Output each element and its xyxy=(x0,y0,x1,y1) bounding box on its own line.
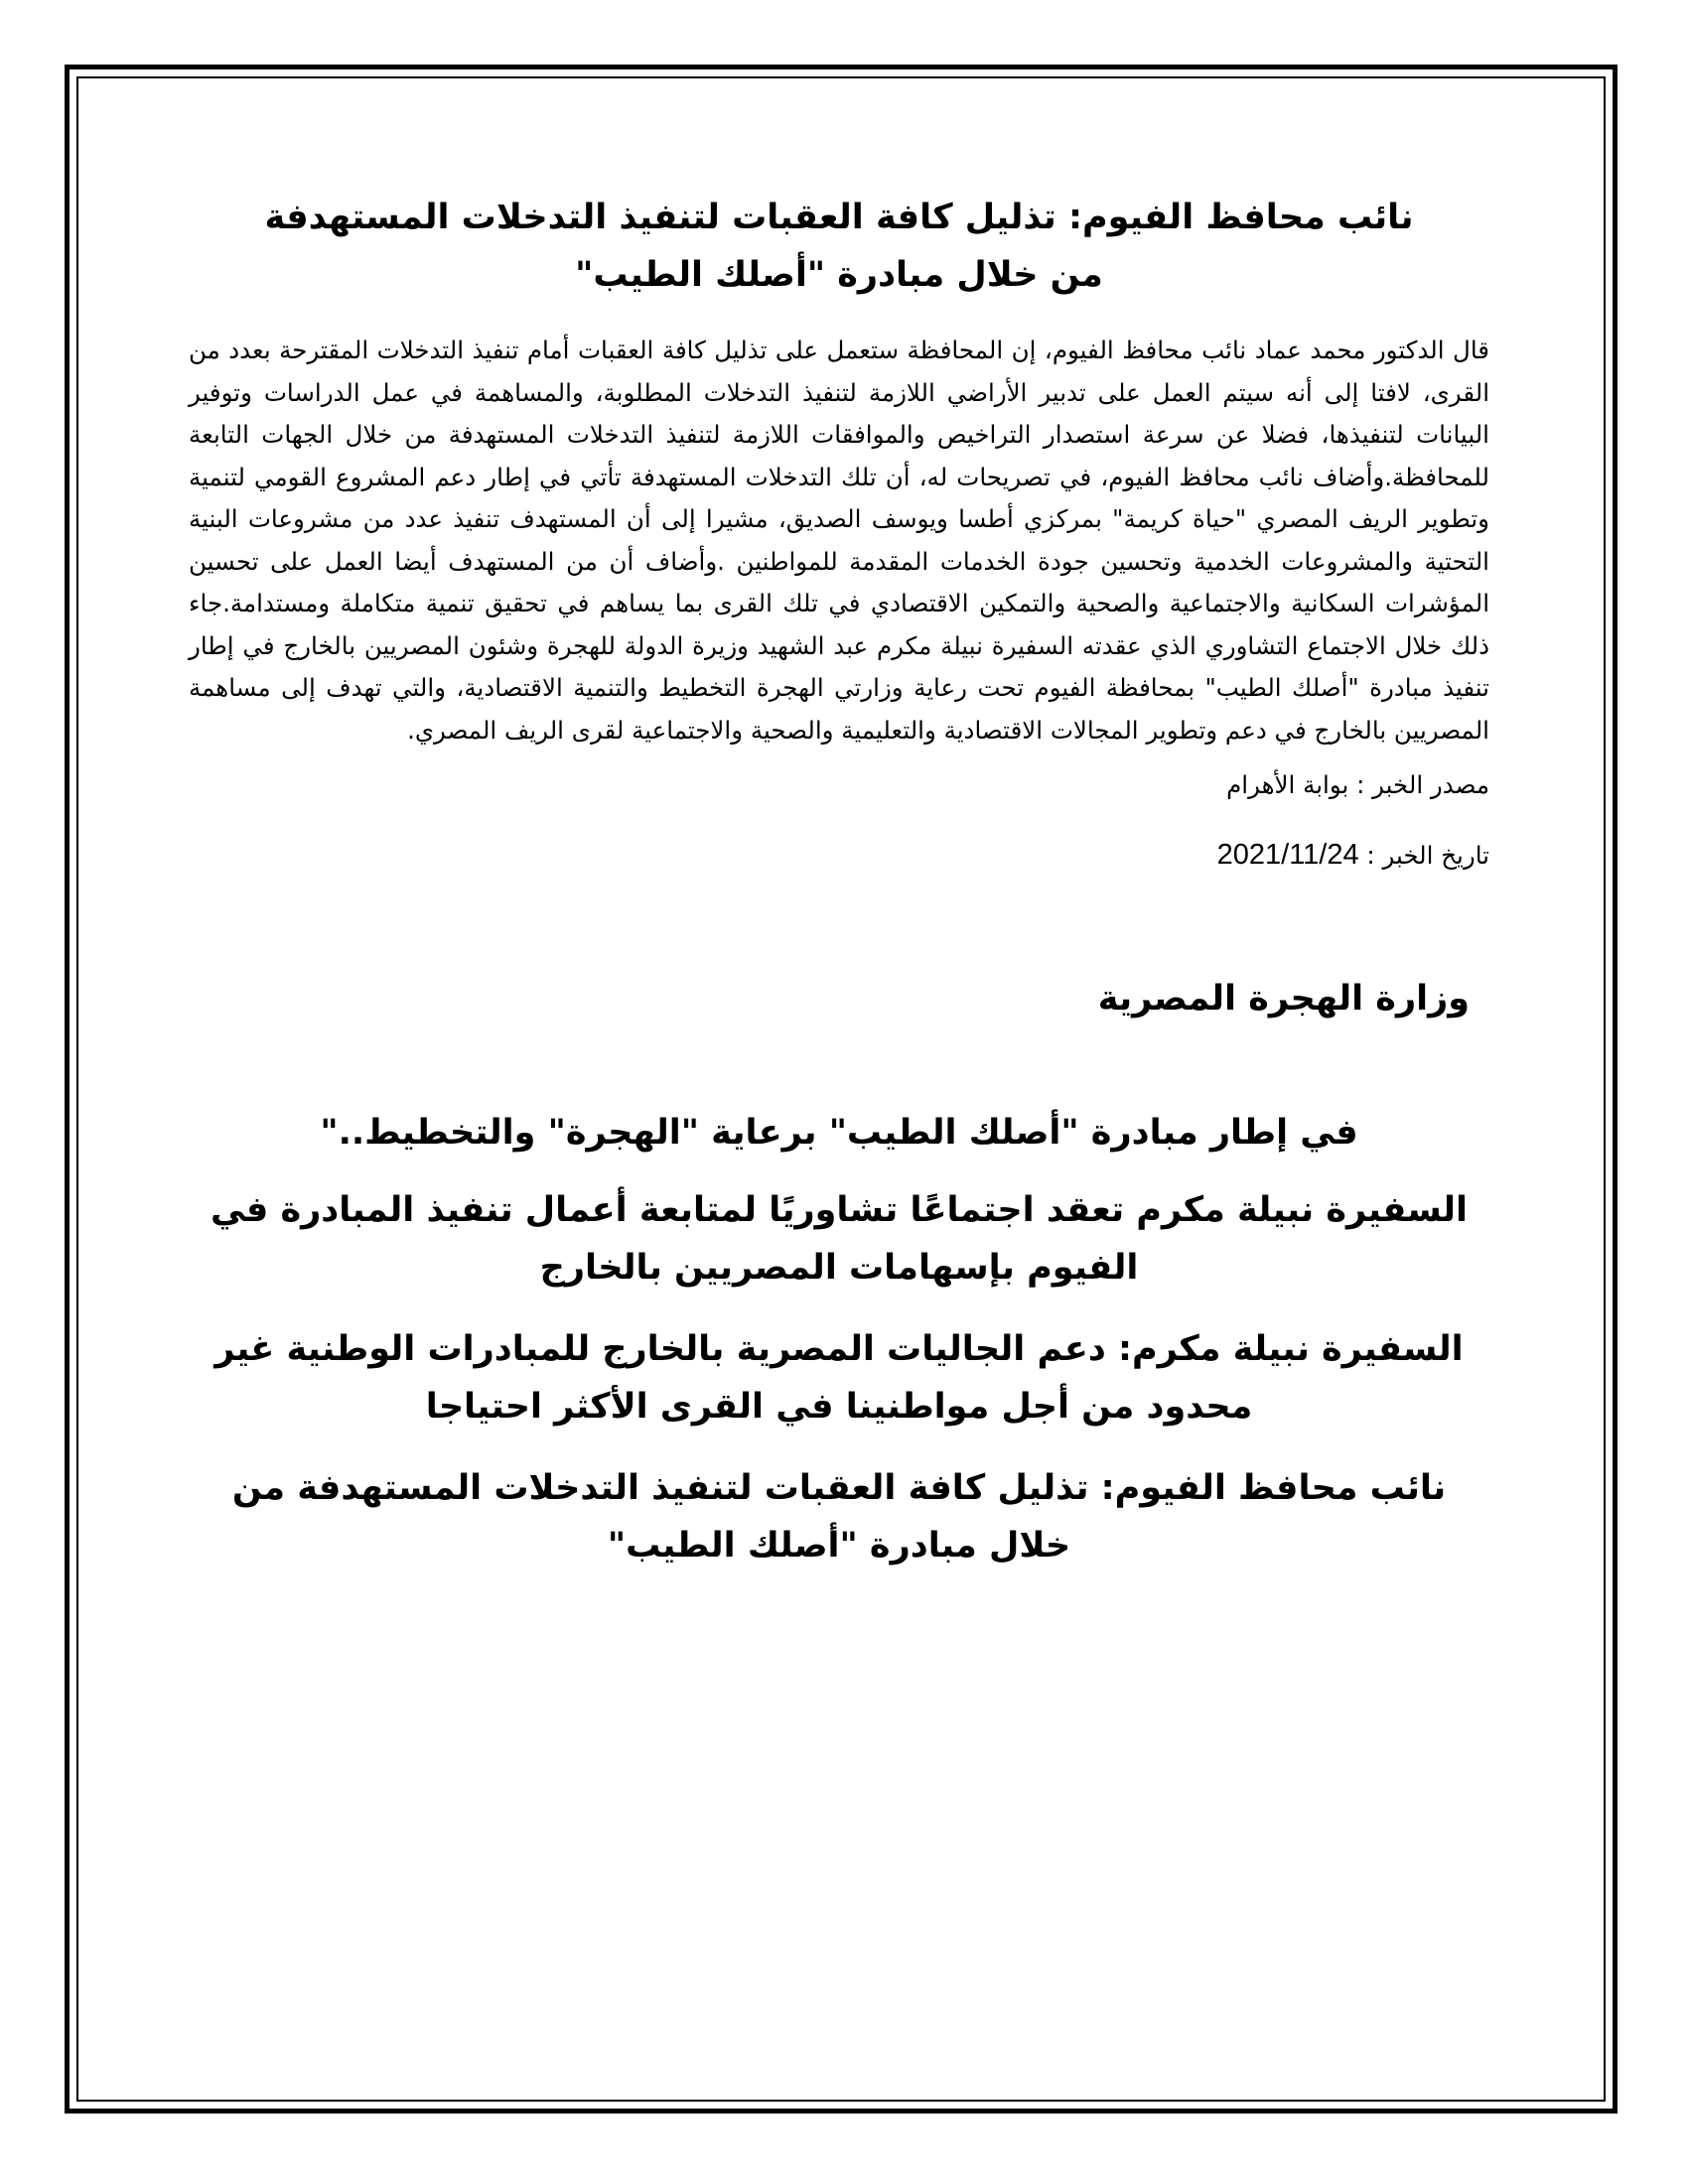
news-source: مصدر الخبر : بوابة الأهرام xyxy=(1226,770,1489,799)
news-date-value: 2021/11/24 xyxy=(1216,839,1359,871)
news-date-label: تاريخ الخبر : xyxy=(1358,841,1489,870)
sub-headline: السفيرة نبيلة مكرم تعقد اجتماعًا تشاوريًا لمتابعة أعمال تنفيذ المبادرة في الفيوم بإسهامات المصريين بالخارج xyxy=(210,1190,1469,1288)
news-date xyxy=(189,835,1489,876)
sub-headline: السفيرة نبيلة مكرم: دعم الجاليات المصرية بالخارج للمبادرات الوطنية غير محدود من أجل مواطنينا في القرى الأكثر احتياجا xyxy=(214,1329,1464,1427)
document-page xyxy=(189,189,1489,1574)
article-headline: نائب محافظ الفيوم: تذليل كافة العقبات لتنفيذ التدخلات المستهدفة من خلال مبادرة "أصلك الطيب" xyxy=(264,198,1414,295)
ministry-title: وزارة الهجرة المصرية xyxy=(1097,979,1470,1019)
sub-headline: في إطار مبادرة "أصلك الطيب" برعاية "الهجرة" والتخطيط.." xyxy=(320,1113,1358,1153)
article-body: قال الدكتور محمد عماد نائب محافظ الفيوم، إن المحافظة ستعمل على تذليل كافة العقبات أمام تنفيذ التدخلات المقترحة بعدد من القرى، لافتا إلى أنه سيتم العمل على تدبير الأراضي اللازمة لتنفيذ التدخلات المطلوبة، والمساهمة في عمل الدراسات وتوفير البيانات لتنفيذها، فضلا عن سرعة استصدار التراخيص والموافقات اللازمة لتنفيذ التدخلات المستهدفة من خلال الجهات التابعة للمحافظة.وأضاف نائب محافظ الفيوم، في تصريحات له، أن تلك التدخلات المستهدفة تأتي في إطار دعم المشروع القومي لتنمية وتطوير الريف المصري "حياة كريمة" بمركزي أطسا ويوسف الصديق، مشيرا إلى أن المستهدف تنفيذ عدد من مشروعات البنية التحتية والمشروعات الخدمية وتحسين جودة الخدمات المقدمة للمواطنين .وأضاف أن من المستهدف أيضا العمل على تحسين المؤشرات السكانية والاجتماعية والصحية والتمكين الاقتصادي في تلك القرى بما يساهم في تحقيق تنمية متكاملة ومستدامة.جاء ذلك خلال الاجتماع التشاوري الذي عقدته السفيرة نبيلة مكرم عبد الشهيد وزيرة الدولة للهجرة وشئون المصريين بالخارج في إطار تنفيذ مبادرة "أصلك الطيب" بمحافظة الفيوم تحت رعاية وزارتي الهجرة التخطيط والتنمية الاقتصادية، والتي تهدف إلى مساهمة المصريين بالخارج في دعم وتطوير المجالات الاقتصادية والتعليمية والصحية والاجتماعية لقرى الريف المصري. xyxy=(189,336,1489,745)
sub-headline: نائب محافظ الفيوم: تذليل كافة العقبات لتنفيذ التدخلات المستهدفة من خلال مبادرة "أصلك الطيب" xyxy=(231,1468,1447,1566)
